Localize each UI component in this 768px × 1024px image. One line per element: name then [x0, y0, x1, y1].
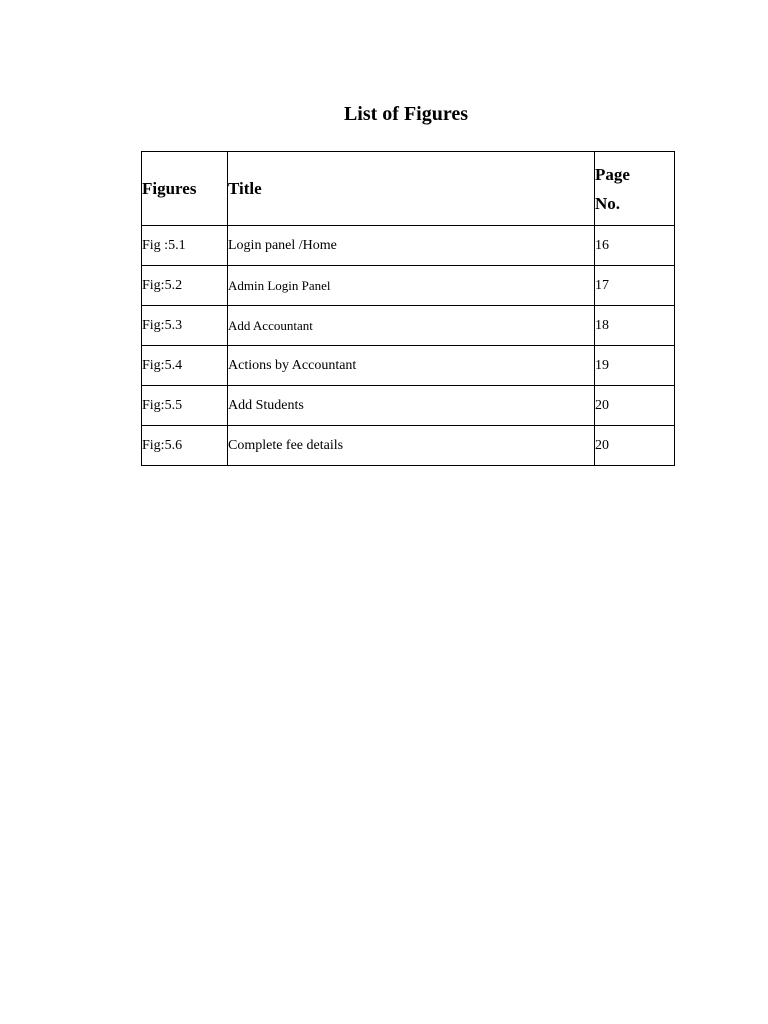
cell-page: 20 [595, 386, 675, 426]
cell-title: Complete fee details [228, 426, 595, 466]
cell-figure: Fig:5.6 [142, 426, 228, 466]
table-row [142, 306, 675, 346]
cell-title: Add Students [228, 386, 595, 426]
table-row [142, 426, 675, 466]
cell-figure: Fig:5.2 [142, 266, 228, 306]
table-row [142, 226, 675, 266]
page-title: List of Figures [343, 103, 469, 125]
table-header-row [142, 152, 675, 226]
header-page-line2: No. [595, 193, 621, 213]
cell-page: 19 [595, 346, 675, 386]
cell-figure: Fig :5.1 [142, 226, 228, 266]
table-row [142, 266, 675, 306]
cell-figure: Fig:5.3 [142, 306, 228, 346]
table-row [142, 346, 675, 386]
table-row [142, 386, 675, 426]
cell-title: Add Accountant [228, 306, 595, 346]
header-title: Title [228, 152, 595, 226]
cell-title: Admin Login Panel [228, 266, 595, 306]
cell-title: Actions by Accountant [228, 346, 595, 386]
cell-title: Login panel /Home [228, 226, 595, 266]
cell-page: 16 [595, 226, 675, 266]
cell-page: 20 [595, 426, 675, 466]
header-page-line1: Page [595, 164, 630, 184]
cell-figure: Fig:5.5 [142, 386, 228, 426]
header-page-no [595, 152, 675, 226]
header-figures: Figures [142, 152, 228, 226]
cell-figure: Fig:5.4 [142, 346, 228, 386]
cell-page: 18 [595, 306, 675, 346]
figures-table [141, 151, 675, 466]
cell-page: 17 [595, 266, 675, 306]
